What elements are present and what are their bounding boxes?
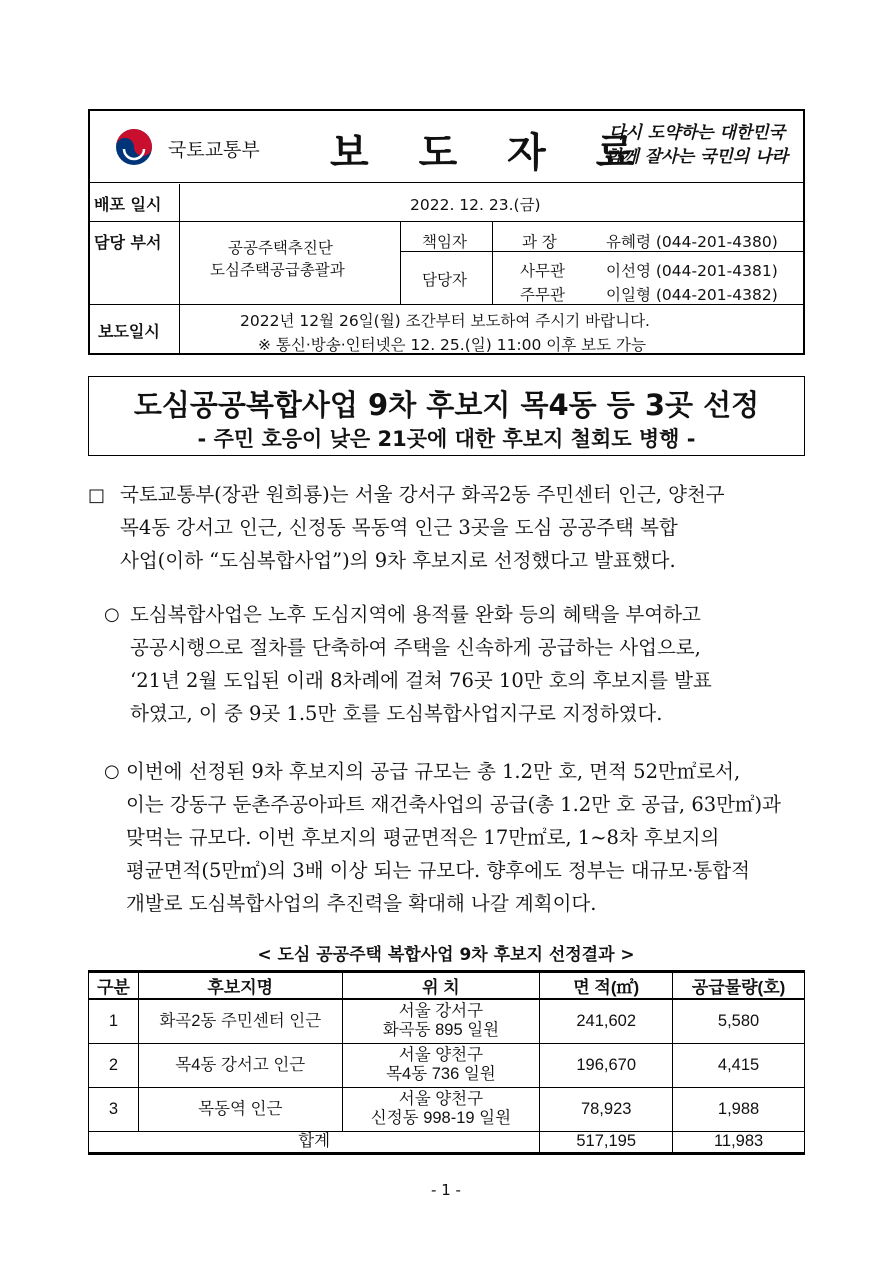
- site-name: 목4동 강서고 인근: [138, 1043, 342, 1087]
- dept-line-2: 도심주택공급총괄과: [210, 261, 345, 279]
- paragraph-3-line-3: 맞먹는 규모다. 이번 후보지의 평균면적은 17만㎡로, 1~8차 후보지의: [126, 826, 720, 849]
- site-name: 화곡2동 주민센터 인근: [138, 999, 342, 1043]
- site-supply: 4,415: [673, 1043, 805, 1087]
- page-number: - 1 -: [431, 1181, 461, 1199]
- paragraph-2-line-3: ‘21년 2월 도입된 이래 8차례에 걸쳐 76곳 10만 호의 후보지를 발표: [130, 669, 712, 692]
- headline: 도심공공복합사업 9차 후보지 목4동 등 3곳 선정: [133, 388, 760, 422]
- press-release-title: 보 도 자 료: [330, 130, 653, 176]
- government-slogan: [602, 121, 792, 169]
- paragraph-3-line-1: 이번에 선정된 9차 후보지의 공급 규모는 총 1.2만 호, 면적 52만㎡로서,: [126, 760, 741, 783]
- dept-label-cell: [90, 222, 180, 304]
- contact-label: 담당자: [422, 271, 467, 289]
- site-supply: 1,988: [673, 1087, 805, 1131]
- table-row: [89, 1043, 805, 1087]
- total-area: 517,195: [540, 1131, 673, 1153]
- location-district: 서울 강서구: [398, 1002, 484, 1021]
- responsible-label: 책임자: [422, 233, 467, 251]
- divider: [90, 304, 803, 305]
- header-cell: 후보지명: [138, 972, 342, 1000]
- site-location: [342, 1087, 540, 1131]
- release-label: 보도일시: [98, 322, 160, 341]
- site-area: 196,670: [540, 1043, 673, 1087]
- row-number: 1: [89, 999, 139, 1043]
- total-supply: 11,983: [673, 1131, 805, 1153]
- paragraph-2: [130, 598, 810, 730]
- location-address: 신정동 998-19 일원: [370, 1109, 512, 1127]
- paragraph-1: [120, 478, 810, 577]
- divider: [90, 221, 803, 222]
- table-header-row: [89, 972, 805, 1000]
- paragraph-3-line-2: 이는 강동구 둔촌주공아파트 재건축사업의 공급(총 1.2만 호 공급, 63만㎡)과: [126, 793, 781, 816]
- table-row: [89, 1087, 805, 1131]
- distribution-label-cell: [90, 184, 180, 221]
- subheadline: - 주민 호응이 낮은 21곳에 대한 후보지 철회도 병행 -: [197, 427, 696, 451]
- slogan-line-1: 다시 도약하는 대한민국: [608, 123, 786, 143]
- ministry-logo-icon: [110, 127, 158, 167]
- location-address: 목4동 736 일원: [386, 1065, 496, 1083]
- ministry-name: 국토교통부: [168, 140, 260, 161]
- divider: [400, 222, 401, 304]
- row-number: 2: [89, 1043, 139, 1087]
- circle-bullet-icon: ○: [104, 761, 120, 782]
- header-cell: 면 적(㎡): [540, 972, 673, 1000]
- distribution-date: 2022. 12. 23.(금): [410, 196, 541, 214]
- paragraph-2-line-2: 공공시행으로 절차를 단축하여 주택을 신속하게 공급하는 사업으로,: [130, 636, 701, 659]
- officer1-contact: 이선영 (044-201-4381): [606, 262, 778, 280]
- paragraph-3-line-5: 개발로 도심복합사업의 추진력을 확대해 나갈 계획이다.: [126, 892, 597, 915]
- site-name: 목동역 인근: [138, 1087, 342, 1131]
- slogan-line-2: 함께 잘사는 국민의 나라: [606, 147, 788, 167]
- square-bullet-icon: □: [88, 485, 106, 506]
- location-address: 화곡동 895 일원: [382, 1021, 500, 1040]
- manager-title: 과 장: [522, 233, 557, 251]
- header-cell: 위 치: [342, 972, 540, 1000]
- paragraph-1-line-3: 사업(이하 “도심복합사업”)의 9차 후보지로 선정했다고 발표했다.: [120, 549, 676, 572]
- location-district: 서울 양천구: [398, 1090, 484, 1108]
- dept-line-1: 공공주택추진단: [228, 239, 333, 257]
- site-location: [342, 1043, 540, 1087]
- paragraph-1-line-2: 목4동 강서고 인근, 신정동 목동역 인근 3곳을 도심 공공주택 복합: [120, 516, 678, 539]
- paragraph-2-line-1: 도심복합사업은 노후 도심지역에 용적률 완화 등의 혜택을 부여하고: [130, 603, 701, 626]
- table-row: [89, 999, 805, 1043]
- site-supply: 5,580: [673, 999, 805, 1043]
- site-area: 241,602: [540, 999, 673, 1043]
- site-area: 78,923: [540, 1087, 673, 1131]
- paragraph-3: [126, 755, 810, 920]
- location-district: 서울 양천구: [398, 1046, 484, 1064]
- paragraph-3-line-4: 평균면적(5만㎡)의 3배 이상 되는 규모다. 향후에도 정부는 대규모·통합적: [126, 859, 750, 882]
- table-caption: < 도심 공공주택 복합사업 9차 후보지 선정결과 >: [257, 945, 635, 965]
- candidate-sites-table: [88, 970, 805, 1155]
- circle-bullet-icon: ○: [104, 604, 120, 625]
- manager-contact: 유혜령 (044-201-4380): [606, 233, 778, 251]
- release-line-2: ※ 통신·방송·인터넷은 12. 25.(일) 11:00 이후 보도 가능: [258, 336, 646, 354]
- total-label: 합계: [89, 1131, 540, 1153]
- distribution-label: 배포 일시: [94, 195, 162, 214]
- header-cell: 구분: [89, 972, 139, 1000]
- release-label-cell: [90, 305, 180, 353]
- press-header: [88, 109, 805, 355]
- officer2-contact: 이일형 (044-201-4382): [606, 286, 778, 304]
- header-cell: 공급물량(호): [673, 972, 805, 1000]
- paragraph-2-line-4: 하였고, 이 중 9곳 1.5만 호를 도심복합사업지구로 지정하였다.: [130, 702, 663, 725]
- headline-box: [88, 376, 805, 456]
- divider: [492, 222, 493, 304]
- officer1-title: 사무관: [520, 262, 565, 280]
- site-location: [342, 999, 540, 1043]
- paragraph-1-line-1: 국토교통부(장관 원희룡)는 서울 강서구 화곡2동 주민센터 인근, 양천구: [120, 483, 725, 506]
- header-top: [90, 111, 803, 183]
- dept-label: 담당 부서: [94, 233, 162, 252]
- officer2-title: 주무관: [520, 286, 565, 304]
- table-total-row: [89, 1131, 805, 1153]
- release-line-1: 2022년 12월 26일(월) 조간부터 보도하여 주시기 바랍니다.: [240, 312, 650, 330]
- row-number: 3: [89, 1087, 139, 1131]
